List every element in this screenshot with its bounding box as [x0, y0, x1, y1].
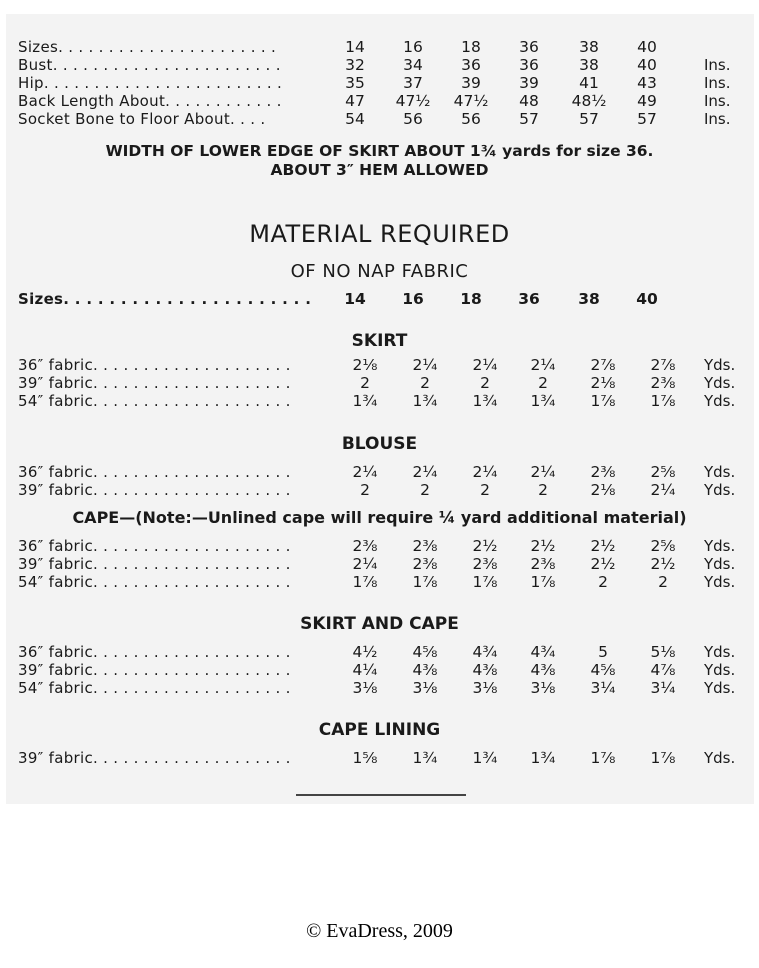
size-cell: 18 — [460, 290, 482, 308]
table-cell: 2 — [538, 374, 548, 392]
unit-label: Ins. — [704, 74, 731, 92]
table-cell: 3⅛ — [412, 679, 438, 697]
table-cell: 2 — [658, 573, 668, 591]
row-label: 39″ fabric. . . . . . . . . . . . . . . . . . . . — [18, 374, 291, 392]
table-cell: 2¼ — [412, 463, 438, 481]
table-cell: 1¾ — [472, 392, 498, 410]
section-title-skirt: SKIRT — [351, 331, 408, 351]
table-cell: 57 — [637, 110, 657, 128]
table-cell: 4¾ — [530, 643, 556, 661]
table-cell: 2⅜ — [352, 537, 378, 555]
row-label: 36″ fabric. . . . . . . . . . . . . . . . . . . . — [18, 463, 291, 481]
table-cell: 4⅜ — [472, 661, 498, 679]
table-cell: 2 — [480, 481, 490, 499]
table-cell: 2½ — [472, 537, 498, 555]
size-cell: 38 — [578, 290, 600, 308]
hem-note: ABOUT 3″ HEM ALLOWED — [270, 161, 489, 179]
table-cell: 1¾ — [352, 392, 378, 410]
table-cell: 43 — [637, 74, 657, 92]
unit-label: Yds. — [704, 392, 736, 410]
table-cell: 2⅜ — [530, 555, 556, 573]
table-cell: 2 — [360, 374, 370, 392]
table-cell: 2 — [480, 374, 490, 392]
material-title: MATERIAL REQUIRED — [249, 220, 510, 248]
table-cell: 2⅞ — [650, 356, 676, 374]
table-cell: 2½ — [590, 537, 616, 555]
table-cell: 4⅜ — [530, 661, 556, 679]
row-label: Sizes. . . . . . . . . . . . . . . . . . . . . . — [18, 38, 277, 56]
table-cell: 4¾ — [472, 643, 498, 661]
table-cell: 1¾ — [412, 749, 438, 767]
table-cell: 4⅝ — [412, 643, 438, 661]
table-cell: 2⅝ — [650, 463, 676, 481]
table-cell: 49 — [637, 92, 657, 110]
unit-label: Ins. — [704, 110, 731, 128]
table-cell: 2⅛ — [590, 374, 616, 392]
row-label: 39″ fabric. . . . . . . . . . . . . . . . . . . . — [18, 661, 291, 679]
unit-label: Yds. — [704, 481, 736, 499]
table-cell: 1⅞ — [352, 573, 378, 591]
table-cell: 2½ — [590, 555, 616, 573]
divider-rule — [296, 794, 466, 796]
table-cell: 1¾ — [530, 749, 556, 767]
table-cell: 4⅞ — [650, 661, 676, 679]
row-label: 54″ fabric. . . . . . . . . . . . . . . . . . . . — [18, 573, 291, 591]
table-cell: 2½ — [650, 555, 676, 573]
table-cell: 4¼ — [352, 661, 378, 679]
table-cell: 18 — [461, 38, 481, 56]
table-cell: 3⅛ — [530, 679, 556, 697]
table-cell: 4⅝ — [590, 661, 616, 679]
table-cell: 39 — [461, 74, 481, 92]
table-cell: 1⅞ — [590, 392, 616, 410]
table-cell: 47½ — [395, 92, 431, 110]
row-label: Bust. . . . . . . . . . . . . . . . . . . . . . . — [18, 56, 281, 74]
table-cell: 3⅛ — [472, 679, 498, 697]
table-cell: 3⅛ — [352, 679, 378, 697]
row-label: Back Length About. . . . . . . . . . . . — [18, 92, 282, 110]
table-cell: 5 — [598, 643, 608, 661]
table-cell: 1¾ — [472, 749, 498, 767]
table-cell: 2 — [360, 481, 370, 499]
unit-label: Yds. — [704, 463, 736, 481]
unit-label: Yds. — [704, 661, 736, 679]
section-title-blouse: BLOUSE — [341, 434, 418, 454]
table-cell: 54 — [345, 110, 365, 128]
table-cell: 16 — [403, 38, 423, 56]
table-cell: 35 — [345, 74, 365, 92]
unit-label: Yds. — [704, 643, 736, 661]
size-cell: 40 — [636, 290, 658, 308]
table-cell: 1⅝ — [352, 749, 378, 767]
table-cell: 34 — [403, 56, 423, 74]
row-label: Hip. . . . . . . . . . . . . . . . . . . . . . . . — [18, 74, 283, 92]
table-cell: 2 — [420, 481, 430, 499]
unit-label: Yds. — [704, 374, 736, 392]
table-cell: 1¾ — [412, 392, 438, 410]
table-cell: 2⅜ — [472, 555, 498, 573]
table-cell: 36 — [519, 56, 539, 74]
table-cell: 4⅜ — [412, 661, 438, 679]
table-cell: 2 — [598, 573, 608, 591]
table-cell: 1⅞ — [472, 573, 498, 591]
table-cell: 48 — [519, 92, 539, 110]
copyright-notice: © EvaDress, 2009 — [306, 920, 453, 942]
section-title-cape-lining: CAPE LINING — [318, 720, 441, 740]
table-cell: 36 — [461, 56, 481, 74]
table-cell: 2⅛ — [590, 481, 616, 499]
table-cell: 3¼ — [590, 679, 616, 697]
row-label: Socket Bone to Floor About. . . . — [18, 110, 266, 128]
table-cell: 1⅞ — [530, 573, 556, 591]
table-cell: 2⅞ — [590, 356, 616, 374]
table-cell: 3¼ — [650, 679, 676, 697]
table-cell: 2¼ — [472, 463, 498, 481]
row-label: 39″ fabric. . . . . . . . . . . . . . . . . . . . — [18, 481, 291, 499]
table-cell: 2⅜ — [412, 555, 438, 573]
table-cell: 2⅝ — [650, 537, 676, 555]
table-cell: 1¾ — [530, 392, 556, 410]
table-cell: 2⅜ — [590, 463, 616, 481]
row-label: 36″ fabric. . . . . . . . . . . . . . . . . . . . — [18, 537, 291, 555]
table-cell: 2¼ — [472, 356, 498, 374]
unit-label: Yds. — [704, 573, 736, 591]
table-cell: 2½ — [530, 537, 556, 555]
row-label: 54″ fabric. . . . . . . . . . . . . . . . . . . . — [18, 679, 291, 697]
table-cell: 2 — [420, 374, 430, 392]
section-title-skirt-and-cape: SKIRT AND CAPE — [300, 614, 459, 634]
table-cell: 56 — [403, 110, 423, 128]
unit-label: Yds. — [704, 749, 736, 767]
table-cell: 2¼ — [530, 463, 556, 481]
table-cell: 2¼ — [352, 555, 378, 573]
table-cell: 47 — [345, 92, 365, 110]
table-cell: 2⅛ — [352, 356, 378, 374]
unit-label: Yds. — [704, 356, 736, 374]
row-label: 39″ fabric. . . . . . . . . . . . . . . . . . . . — [18, 555, 291, 573]
table-cell: 14 — [345, 38, 365, 56]
table-cell: 1⅞ — [650, 392, 676, 410]
unit-label: Yds. — [704, 679, 736, 697]
unit-label: Ins. — [704, 92, 731, 110]
table-cell: 47½ — [453, 92, 489, 110]
unit-label: Yds. — [704, 555, 736, 573]
table-cell: 57 — [519, 110, 539, 128]
table-cell: 41 — [579, 74, 599, 92]
row-label: 36″ fabric. . . . . . . . . . . . . . . . . . . . — [18, 356, 291, 374]
table-cell: 56 — [461, 110, 481, 128]
table-cell: 38 — [579, 38, 599, 56]
skirt-width-note: WIDTH OF LOWER EDGE OF SKIRT ABOUT 1¾ yards for size 36. — [105, 142, 654, 160]
size-cell: 16 — [402, 290, 424, 308]
table-cell: 4½ — [352, 643, 378, 661]
table-cell: 32 — [345, 56, 365, 74]
table-cell: 1⅞ — [412, 573, 438, 591]
table-cell: 39 — [519, 74, 539, 92]
row-label: 54″ fabric. . . . . . . . . . . . . . . . . . . . — [18, 392, 291, 410]
section-title-cape: CAPE—(Note:—Unlined cape will require ¼ yard additional material) — [72, 508, 687, 527]
table-cell: 1⅞ — [650, 749, 676, 767]
table-cell: 5⅛ — [650, 643, 676, 661]
size-cell: 14 — [344, 290, 366, 308]
table-cell: 40 — [637, 56, 657, 74]
unit-label: Yds. — [704, 537, 736, 555]
table-cell: 2¼ — [412, 356, 438, 374]
table-cell: 2¼ — [352, 463, 378, 481]
row-label: 39″ fabric. . . . . . . . . . . . . . . . . . . . — [18, 749, 291, 767]
table-cell: 2 — [538, 481, 548, 499]
table-cell: 2¼ — [650, 481, 676, 499]
unit-label: Ins. — [704, 56, 731, 74]
size-cell: 36 — [518, 290, 540, 308]
table-cell: 48½ — [571, 92, 607, 110]
table-cell: 2⅜ — [650, 374, 676, 392]
table-cell: 2⅜ — [412, 537, 438, 555]
row-label: 36″ fabric. . . . . . . . . . . . . . . . . . . . — [18, 643, 291, 661]
table-cell: 37 — [403, 74, 423, 92]
table-cell: 36 — [519, 38, 539, 56]
table-cell: 1⅞ — [590, 749, 616, 767]
table-cell: 38 — [579, 56, 599, 74]
material-subtitle: OF NO NAP FABRIC — [290, 261, 469, 282]
table-cell: 2¼ — [530, 356, 556, 374]
row-label: Sizes. . . . . . . . . . . . . . . . . . . . . . — [18, 290, 312, 308]
table-cell: 40 — [637, 38, 657, 56]
table-cell: 57 — [579, 110, 599, 128]
